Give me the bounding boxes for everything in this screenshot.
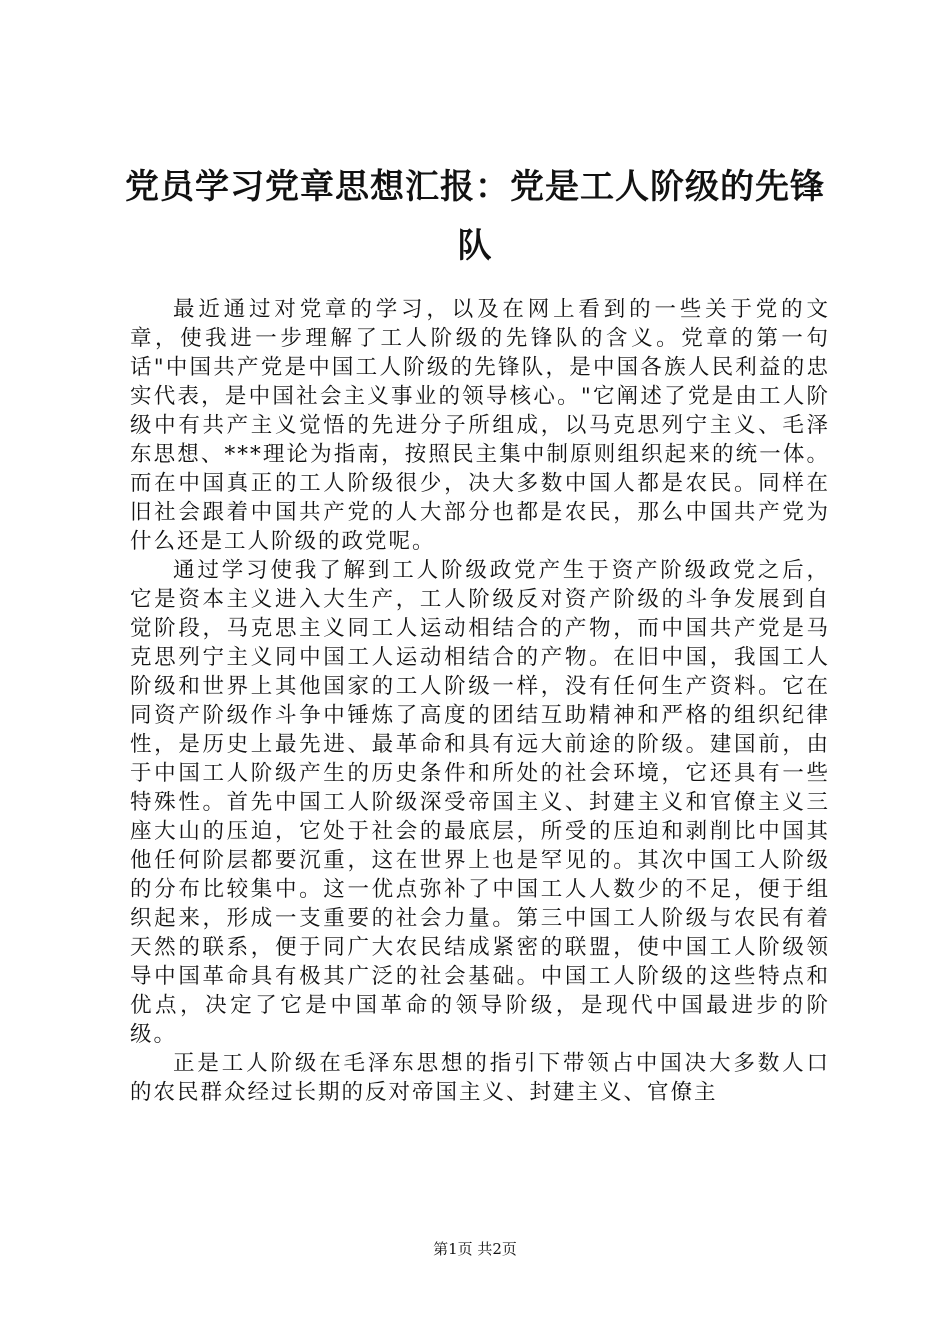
paragraph: 最近通过对党章的学习，以及在网上看到的一些关于党的文章，使我进一步理解了工人阶级的先锋队的含义。党章的第一句话"中国共产党是中国工人阶级的先锋队，是中国各族人民利益的忠实代表，是中国社会主义事业的领导核心。"它阐述了党是由工人阶级中有共产主义觉悟的先进分子所组成，以马克思列宁主义、毛泽东思想、***理论为指南，按照民主集中制原则组织起来的统一体。而在中国真正的工人阶级很少，决大多数中国人都是农民。同样在旧社会跟着中国共产党的人大部分也都是农民，那么中国共产党为什么还是工人阶级的政党呢。 [130,297,830,554]
document-title: 党员学习党章思想汇报：党是工人阶级的先锋队 [125,167,825,266]
paragraph: 通过学习使我了解到工人阶级政党产生于资产阶级政党之后，它是资本主义进入大生产，工人阶级反对资产阶级的斗争发展到自觉阶段，马克思主义同工人运动相结合的产物，而中国共产党是马克思列宁主义同中国工人运动相结合的产物。在旧中国，我国工人阶级和世界上其他国家的工人阶级一样，没有任何生产资料。它在同资产阶级作斗争中锤炼了高度的团结互助精神和严格的组织纪律性，是历史上最先进、最革命和具有远大前途的阶级。建国前，由于中国工人阶级产生的历史条件和所处的社会环境，它还具有一些特殊性。首先中国工人阶级深受帝国主义、封建主义和官僚主义三座大山的压迫，它处于社会的最底层，所受的压迫和剥削比中国其他任何阶层都要沉重，这在世界上也是罕见的。其次中国工人阶级的分布比较集中。这一优点弥补了中国工人人数少的不足，便于组织起来，形成一支重要的社会力量。第三中国工人阶级与农民有着天然的联系，便于同广大农民结成紧密的联盟，使中国工人阶级领导中国革命具有极其广泛的社会基础。中国工人阶级的这些特点和优点，决定了它是中国革命的领导阶级，是现代中国最进步的阶级。 [130,558,830,1047]
paragraph: 正是工人阶级在毛泽东思想的指引下带领占中国决大多数人口的农民群众经过长期的反对帝国主义、封建主义、官僚主 [130,1051,830,1105]
document-body [130,295,830,1107]
page-number-footer: 第1页 共2页 [433,1240,517,1258]
